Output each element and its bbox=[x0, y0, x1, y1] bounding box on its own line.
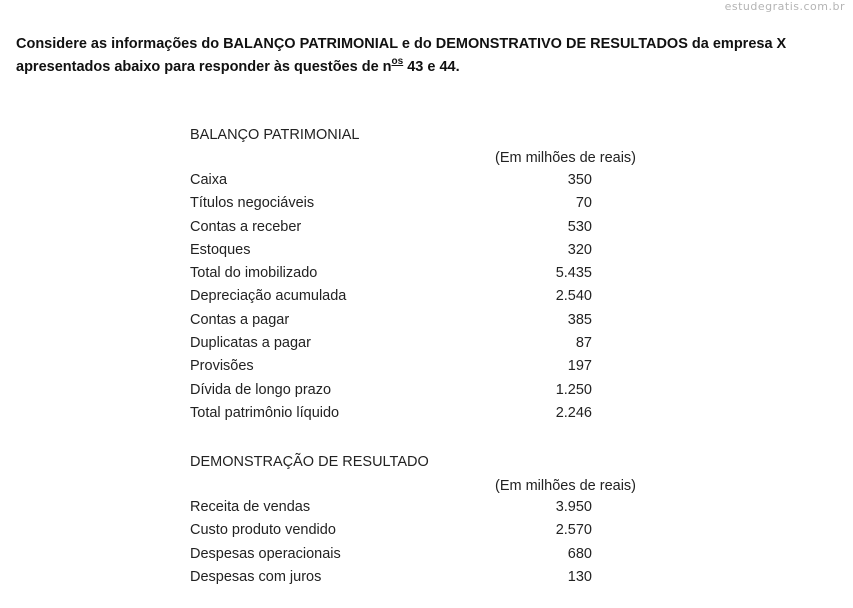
row-value: 5.435 bbox=[555, 265, 592, 282]
demonstracao-units: (Em milhões de reais) bbox=[495, 478, 637, 494]
row-label: Total do imobilizado bbox=[190, 265, 318, 282]
table-row bbox=[190, 569, 592, 592]
row-label: Depreciação acumulada bbox=[190, 288, 347, 305]
row-value: 680 bbox=[567, 545, 592, 562]
intro-line-1: Considere as informações do BALANÇO PATRIMONIAL e do DEMONSTRATIVO DE RESULTADOS da empresa X bbox=[16, 36, 787, 52]
question-intro bbox=[16, 33, 846, 79]
row-value: 385 bbox=[567, 311, 592, 328]
table-row bbox=[190, 242, 592, 265]
table-row bbox=[190, 405, 592, 428]
table-row bbox=[190, 499, 592, 522]
row-value: 130 bbox=[567, 568, 592, 585]
row-value: 2.540 bbox=[555, 288, 592, 305]
row-value: 87 bbox=[575, 335, 592, 352]
watermark: estudegratis.com.br bbox=[724, 0, 845, 13]
row-value: 1.250 bbox=[555, 381, 592, 398]
intro-line-2-prefix: apresentados abaixo para responder às questões de n bbox=[16, 59, 392, 75]
balanco-title: BALANÇO PATRIMONIAL bbox=[190, 127, 360, 143]
table-row bbox=[190, 195, 592, 218]
row-label: Despesas operacionais bbox=[190, 545, 341, 562]
row-label: Estoques bbox=[190, 241, 251, 258]
row-value: 320 bbox=[567, 241, 592, 258]
row-label: Duplicatas a pagar bbox=[190, 335, 311, 352]
table-row bbox=[190, 172, 592, 195]
table-row bbox=[190, 522, 592, 545]
demonstracao-table bbox=[190, 499, 592, 592]
row-label: Receita de vendas bbox=[190, 499, 311, 515]
row-value: 197 bbox=[567, 358, 592, 375]
balanco-units: (Em milhões de reais) bbox=[495, 150, 637, 166]
row-value: 3.950 bbox=[555, 499, 592, 515]
row-value: 70 bbox=[575, 195, 592, 212]
intro-line-2-suffix: 43 e 44. bbox=[403, 59, 460, 75]
row-value: 530 bbox=[567, 218, 592, 235]
row-label: Contas a pagar bbox=[190, 311, 290, 328]
table-row bbox=[190, 219, 592, 242]
row-label: Provisões bbox=[190, 358, 254, 375]
row-value: 350 bbox=[567, 172, 592, 188]
row-label: Despesas com juros bbox=[190, 568, 322, 585]
table-row bbox=[190, 312, 592, 335]
row-label: Custo produto vendido bbox=[190, 522, 336, 539]
row-value: 2.246 bbox=[555, 404, 592, 421]
row-label: Contas a receber bbox=[190, 218, 302, 235]
intro-line-2 bbox=[16, 56, 846, 79]
balanco-table bbox=[190, 172, 592, 428]
row-label: Títulos negociáveis bbox=[190, 195, 315, 212]
demonstracao-title: DEMONSTRAÇÃO DE RESULTADO bbox=[190, 454, 429, 470]
row-value: 2.570 bbox=[555, 522, 592, 539]
table-row bbox=[190, 358, 592, 381]
table-row bbox=[190, 335, 592, 358]
table-row bbox=[190, 546, 592, 569]
table-row bbox=[190, 265, 592, 288]
table-row bbox=[190, 288, 592, 311]
row-label: Dívida de longo prazo bbox=[190, 381, 332, 398]
row-label: Total patrimônio líquido bbox=[190, 404, 340, 421]
intro-superscript: os bbox=[391, 56, 404, 67]
table-row bbox=[190, 382, 592, 405]
row-label: Caixa bbox=[190, 172, 228, 188]
